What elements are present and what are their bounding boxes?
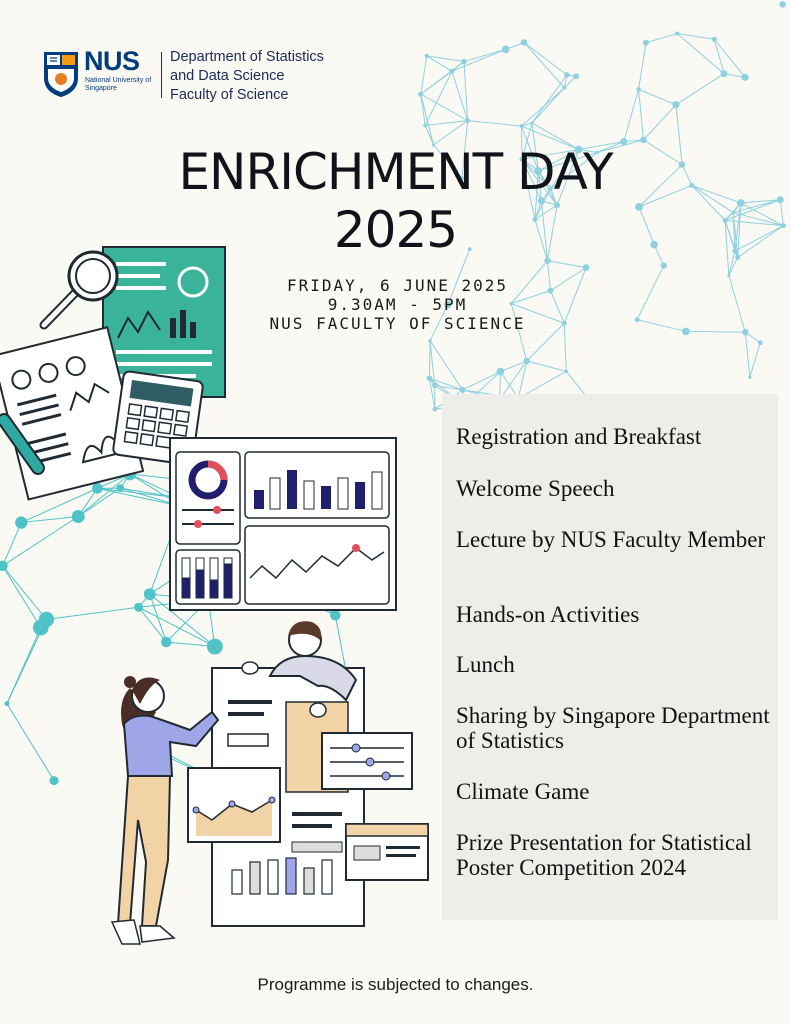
programme-item: Sharing by Singapore Department of Statistics	[456, 703, 770, 753]
programme-item: Prize Presentation for Statistical Poster Competition 2024	[456, 830, 752, 880]
footer-note: Programme is subjected to changes.	[257, 975, 534, 994]
presentation-board	[188, 668, 428, 926]
programme-item: Hands-on Activities	[456, 602, 640, 627]
department-line: and Data Science	[170, 68, 285, 84]
programme-item: Welcome Speech	[456, 476, 615, 501]
department-line: Department of Statistics	[170, 49, 324, 65]
nus-crest-icon	[42, 50, 80, 98]
nus-logo-block	[42, 48, 362, 104]
programme-item: Lecture by NUS Faculty Member	[456, 527, 766, 552]
event-title: ENRICHMENT DAY	[178, 143, 613, 201]
data-analysis-illustration	[0, 240, 440, 960]
logo-divider	[161, 52, 162, 98]
nus-subline: National University of Singapore	[85, 77, 152, 92]
teal-report-card	[103, 247, 225, 397]
event-date: FRIDAY, 6 JUNE 2025	[286, 276, 509, 295]
programme-item: Registration and Breakfast	[456, 424, 702, 449]
programme-item: Lunch	[456, 652, 515, 677]
dashboard-panel	[170, 438, 396, 610]
department-name	[170, 48, 324, 105]
event-time: 9.30AM - 5PM	[327, 295, 468, 314]
programme-panel	[442, 394, 778, 920]
event-year: 2025	[333, 201, 458, 259]
nus-wordmark: NUS	[84, 46, 140, 76]
event-venue: NUS FACULTY OF SCIENCE	[269, 314, 526, 333]
department-line: Faculty of Science	[170, 87, 289, 103]
programme-item: Climate Game	[456, 779, 590, 804]
